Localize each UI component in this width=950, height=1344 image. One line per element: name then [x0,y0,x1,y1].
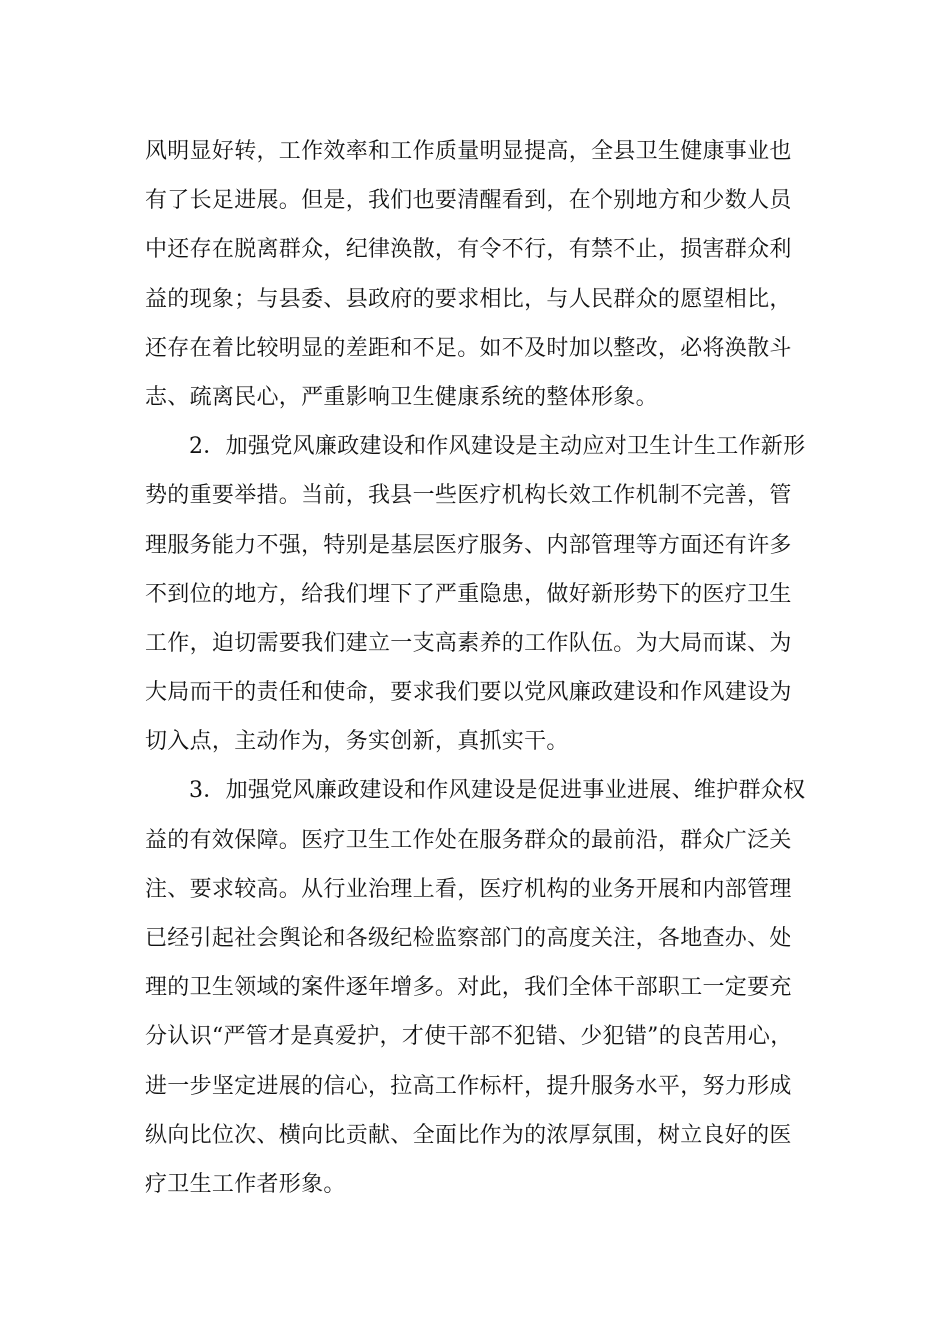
text-line: 中还存在脱离群众，纪律涣散，有令不行，有禁不止，损害群众利 [145,237,792,263]
text-line: 不到位的地方，给我们埋下了严重隐患，做好新形势下的医疗卫生 [145,581,792,607]
paragraph-3 [145,771,815,1214]
text-line: 还存在着比较明显的差距和不足。如不及时加以整改，必将涣散斗 [145,335,792,361]
text-line: 大局而干的责任和使命，要求我们要以党风廉政建设和作风建设为 [145,680,792,706]
text-line: 理的卫生领域的案件逐年增多。对此，我们全体干部职工一定要充 [145,975,792,1001]
text-line: 益的有效保障。医疗卫生工作处在服务群众的最前沿，群众广泛关 [145,827,792,853]
text-line: 2．加强党风廉政建设和作风建设是主动应对卫生计生工作新形 [189,434,806,460]
text-line: 3．加强党风廉政建设和作风建设是促进事业进展、维护群众权 [189,778,806,804]
text-line: 疗卫生工作者形象。 [145,1171,346,1197]
paragraph-1 [145,132,815,427]
text-line: 工作，迫切需要我们建立一支高素养的工作队伍。为大局而谋、为 [145,630,792,656]
text-line: 进一步坚定进展的信心，拉高工作标杆，提升服务水平，努力形成 [145,1073,792,1099]
text-line: 有了长足进展。但是，我们也要清醒看到，在个别地方和少数人员 [145,188,792,214]
paragraph-2 [145,427,815,771]
text-line: 已经引起社会舆论和各级纪检监察部门的高度关注，各地查办、处 [145,926,792,951]
text-line: 势的重要举措。当前，我县一些医疗机构长效工作机制不完善，管 [145,483,792,509]
text-line: 志、疏离民心，严重影响卫生健康系统的整体形象。 [145,384,658,410]
text-line: 理服务能力不强，特别是基层医疗服务、内部管理等方面还有许多 [145,532,792,558]
text-line: 切入点，主动作为，务实创新，真抓实干。 [145,729,569,755]
text-line: 风明显好转，工作效率和工作质量明显提高，全县卫生健康事业也 [145,139,792,164]
text-line: 纵向比位次、横向比贡献、全面比作为的浓厚氛围，树立良好的医 [145,1122,792,1148]
text-line: 益的现象；与县委、县政府的要求相比，与人民群众的愿望相比， [145,286,792,312]
text-line: 分认识“严管才是真爱护，才使干部不犯错、少犯错”的良苦用心， [145,1024,793,1050]
text-line: 注、要求较高。从行业治理上看，医疗机构的业务开展和内部管理 [145,876,792,902]
document-body [145,132,815,1214]
